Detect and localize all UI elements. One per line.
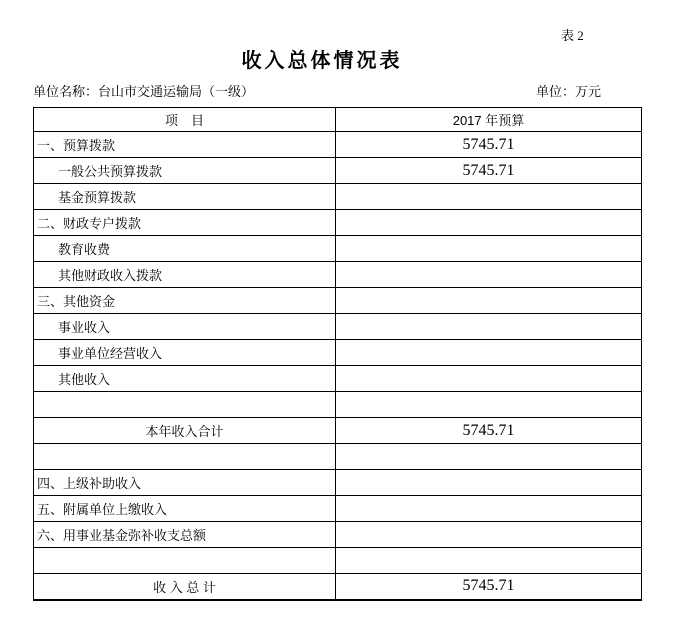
table-row [34, 418, 642, 444]
table-row [34, 184, 642, 210]
item-cell: 收 入 总 计 [34, 574, 336, 600]
item-cell: 教育收费 [34, 236, 336, 262]
table-number-tag: 表 2 [561, 28, 584, 43]
unit-name-label: 单位名称：台山市交通运输局（一级） [33, 84, 255, 99]
value-cell: 5745.71 [336, 418, 642, 444]
item-cell: 四、上级补助收入 [34, 470, 336, 496]
value-cell [336, 236, 642, 262]
item-cell: 本年收入合计 [34, 418, 336, 444]
page-title: 收入总体情况表 [241, 50, 403, 72]
item-cell: 二、财政专户拨款 [34, 210, 336, 236]
income-summary-table [33, 107, 642, 601]
table-row [34, 340, 642, 366]
table-row [34, 574, 642, 600]
table-row [34, 210, 642, 236]
value-cell [336, 288, 642, 314]
item-cell: 事业单位经营收入 [34, 340, 336, 366]
value-cell [336, 444, 642, 470]
table-header-row [34, 108, 642, 132]
item-cell: 一般公共预算拨款 [34, 158, 336, 184]
table-body [34, 132, 642, 600]
value-cell [336, 366, 642, 392]
table-row [34, 470, 642, 496]
item-cell: 其他收入 [34, 366, 336, 392]
item-cell [34, 444, 336, 470]
value-cell [336, 210, 642, 236]
value-cell: 5745.71 [336, 574, 642, 600]
item-cell: 三、其他资金 [34, 288, 336, 314]
table-row [34, 132, 642, 158]
table-row [34, 496, 642, 522]
item-cell: 事业收入 [34, 314, 336, 340]
value-cell [336, 496, 642, 522]
item-cell [34, 392, 336, 418]
table-row [34, 288, 642, 314]
value-cell [336, 470, 642, 496]
value-cell: 5745.71 [336, 132, 642, 158]
column-header-item: 项 目 [34, 108, 336, 132]
table-row [34, 548, 642, 574]
value-cell [336, 184, 642, 210]
value-cell: 5745.71 [336, 158, 642, 184]
item-cell: 五、附属单位上缴收入 [34, 496, 336, 522]
item-cell [34, 548, 336, 574]
value-cell [336, 548, 642, 574]
table-row [34, 158, 642, 184]
table-row [34, 314, 642, 340]
item-cell: 六、用事业基金弥补收支总额 [34, 522, 336, 548]
column-header-budget-2017: 2017 年预算 [336, 108, 642, 132]
meta-line [33, 81, 641, 100]
value-cell [336, 314, 642, 340]
value-cell [336, 340, 642, 366]
value-cell [336, 262, 642, 288]
item-cell: 其他财政收入拨款 [34, 262, 336, 288]
table-row [34, 522, 642, 548]
table-row [34, 444, 642, 470]
currency-unit-label: 单位：万元 [535, 84, 601, 99]
table-row [34, 236, 642, 262]
value-cell [336, 522, 642, 548]
table-row [34, 366, 642, 392]
table-row [34, 262, 642, 288]
value-cell [336, 392, 642, 418]
table-row [34, 392, 642, 418]
item-cell: 一、预算拨款 [34, 132, 336, 158]
item-cell: 基金预算拨款 [34, 184, 336, 210]
